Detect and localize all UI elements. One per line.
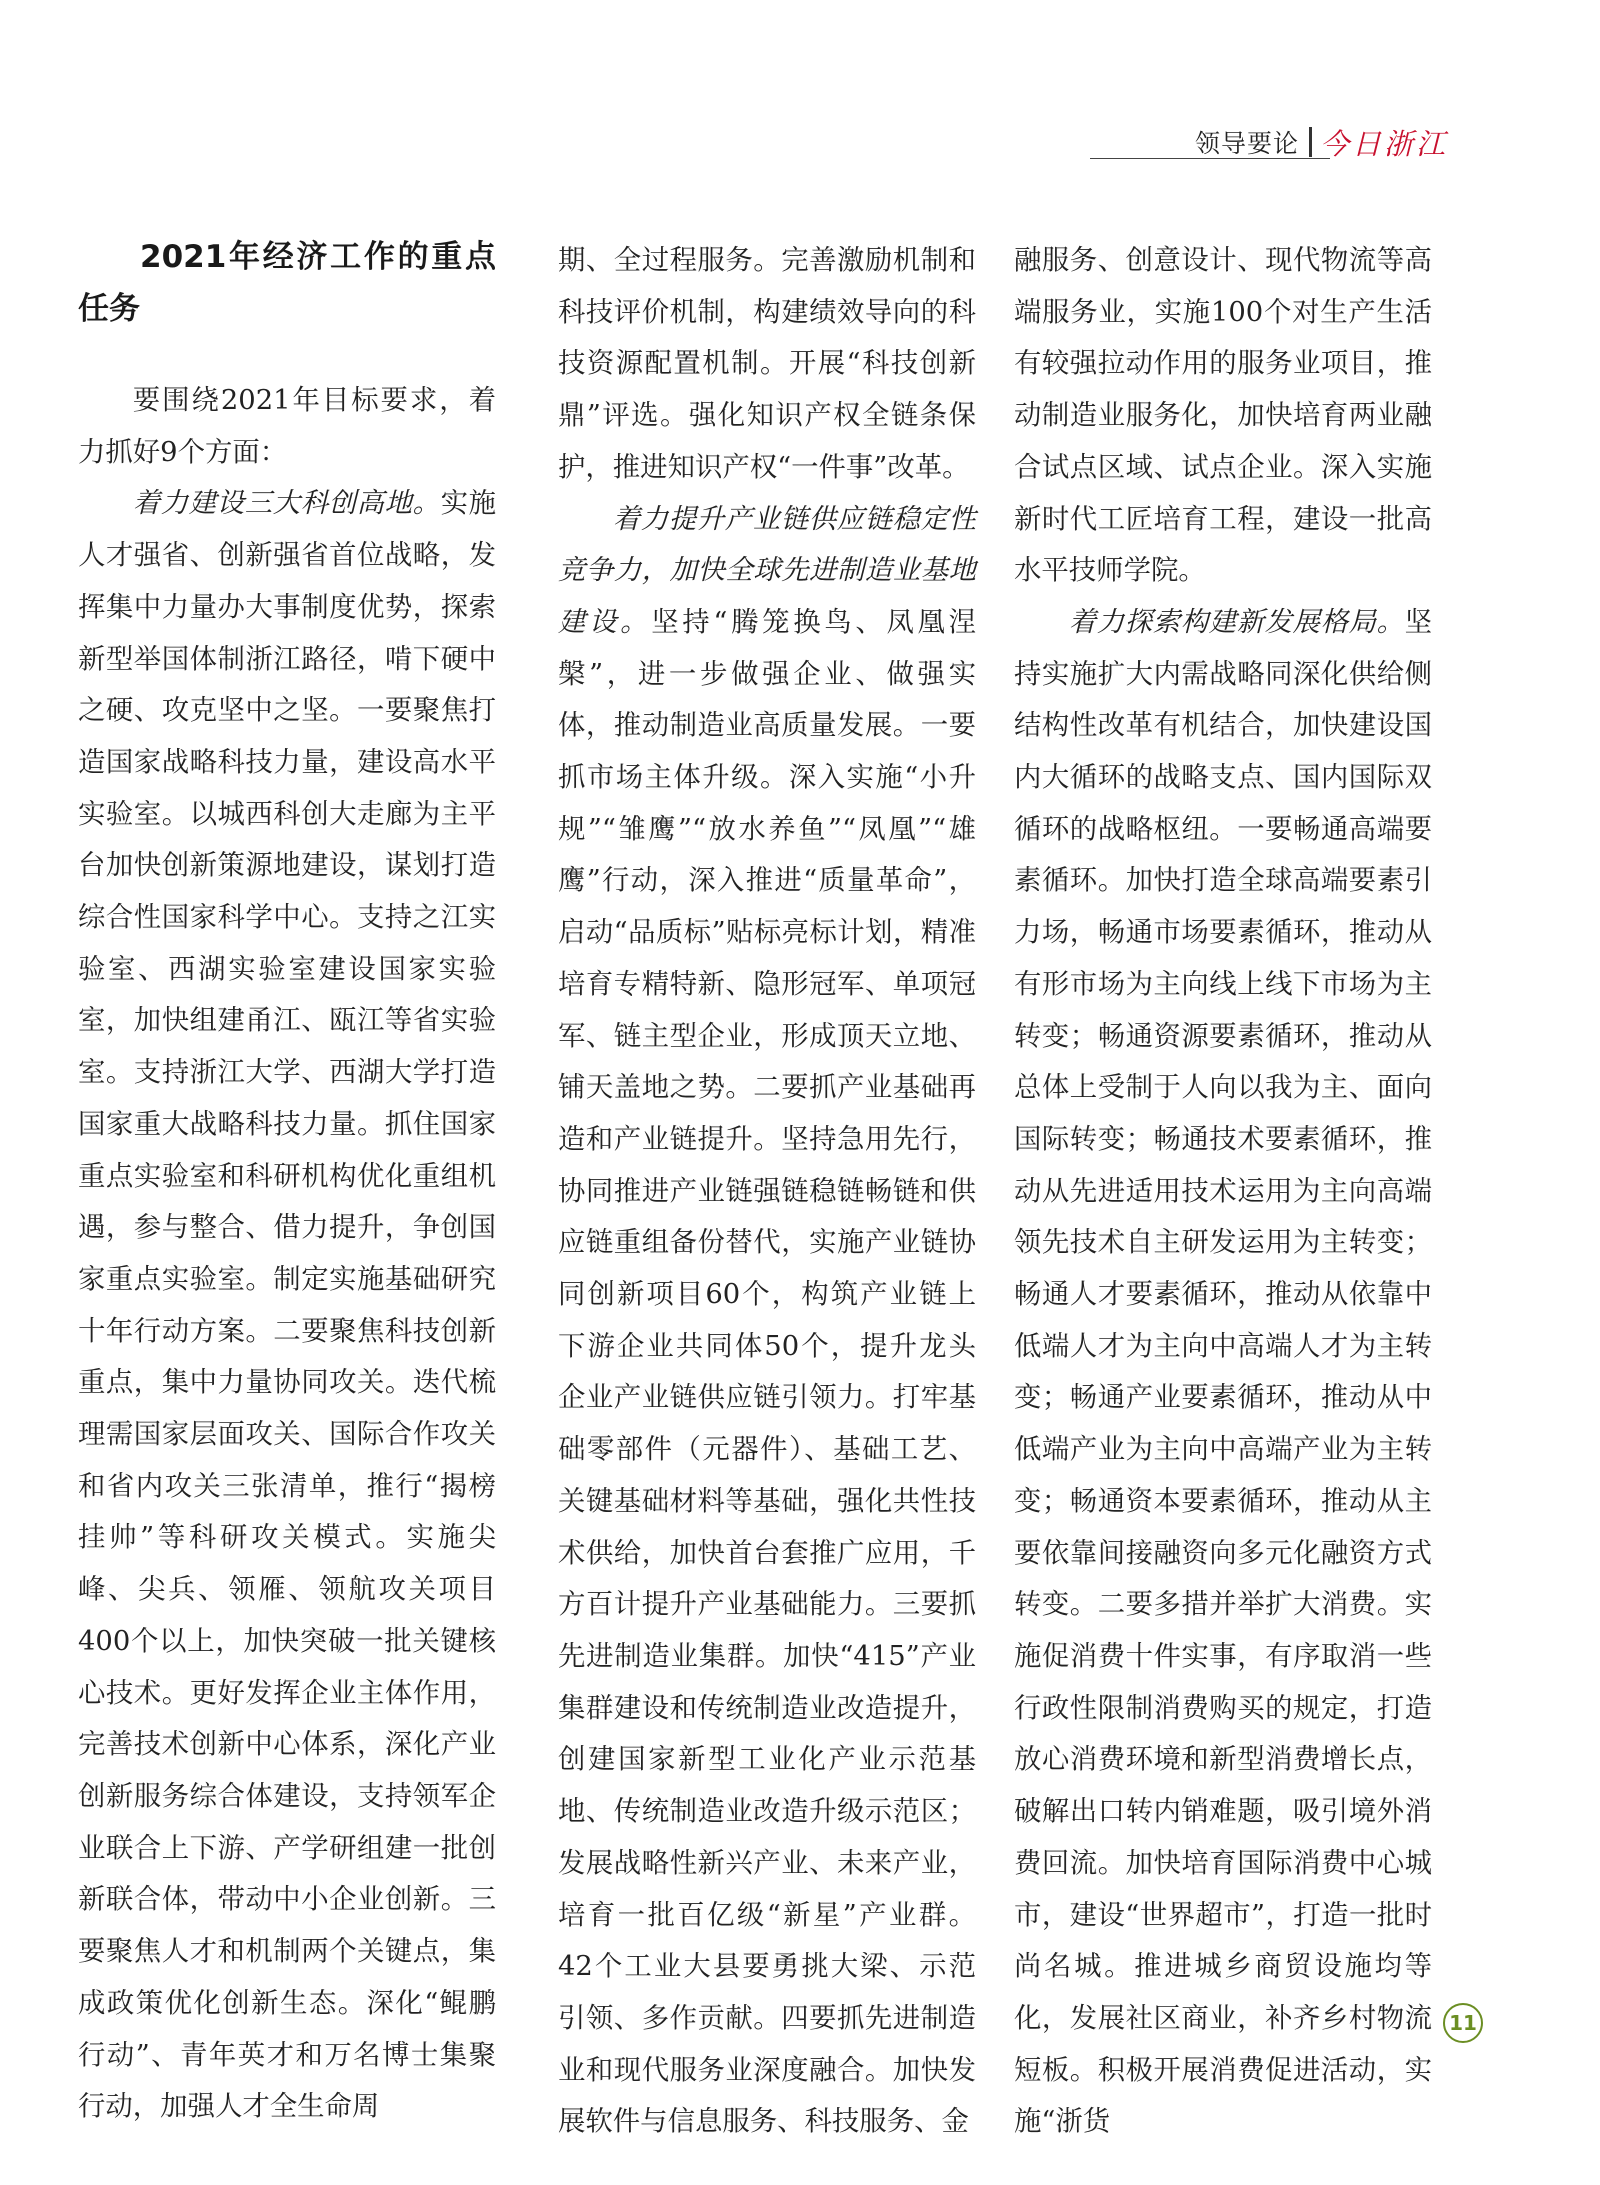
section-label: 领导要论 <box>1195 129 1300 158</box>
paragraph-body: 坚持“腾笼换鸟、凤凰涅槃”，进一步做强企业、做强实体，推动制造业高质量发展。一要抓市场主体升级。深入实施“小升规”“雏鹰”“放水养鱼”“凤凰”“雄鹰”行动，深入推进“质量革命”，启动“品质标”贴标亮标计划，精准培育专精特新、隐形冠军、单项冠军、链主型企业，形成顶天立地、铺天盖地之势。二要抓产业基础再造和产业链提升。坚持急用先行，协同推进产业链强链稳链畅链和供应链重组备份替代，实施产业链协同创新项目60个，构筑产业链上下游企业共同体50个，提升龙头企业产业链供应链引领力。打牢基础零部件（元器件）、基础工艺、关键基础材料等基础，强化共性技术供给，加快首台套推广应用，千方百计提升产业基础能力。三要抓先进制造业集群。加快“415”产业集群建设和传统制造业改造提升，创建国家新型工业化产业示范基地、传统制造业改造升级示范区；发展战略性新兴产业、未来产业，培育一批百亿级“新星”产业群。42个工业大县要勇挑大梁、示范引领、多作贡献。四要抓先进制造业和现代服务业深度融合。加快发展软件与信息服务、科技服务、金 <box>558 606 976 2138</box>
intro-paragraph: 要围绕2021年目标要求，着力抓好9个方面： <box>78 385 496 468</box>
paragraph-lead: 着力探索构建新发展格局。 <box>1068 606 1405 638</box>
column-1 <box>78 231 496 2133</box>
paragraph-lead: 着力建设三大科创高地。 <box>132 488 441 520</box>
header-divider <box>1309 127 1312 157</box>
paragraph-lead: 着力提升产业链供应链稳定性竞争力，加快全球先进制造业基地建设。 <box>558 503 976 638</box>
paragraph-tech-highlands <box>78 478 496 2133</box>
article-heading: 2021年经济工作的重点任务 <box>78 239 496 327</box>
running-header <box>1195 120 1525 164</box>
paragraph-industry-chain <box>558 494 976 2149</box>
paragraph-body: 坚持实施扩大内需战略同深化供给侧结构性改革有机结合，加快建设国内大循环的战略支点、国内国际双循环的战略枢纽。一要畅通高端要素循环。加快打造全球高端要素引力场，畅通市场要素循环，推动从有形市场为主向线上线下市场为主转变；畅通资源要素循环，推动从总体上受制于人向以我为主、面向国际转变；畅通技术要素循环，推动从先进适用技术运用为主向高端领先技术自主研发运用为主转变；畅通人才要素循环，推动从依靠中低端人才为主向中高端人才为主转变；畅通产业要素循环，推动从中低端产业为主向中高端产业为主转变；畅通资本要素循环，推动从主要依靠间接融资向多元化融资方式转变。二要多措并举扩大消费。实施促消费十件实事，有序取消一些行政性限制消费购买的规定，打造放心消费环境和新型消费增长点，破解出口转内销难题，吸引境外消费回流。加快培育国际消费中心城市，建设“世界超市”，打造一批时尚名城。推进城乡商贸设施均等化，发展社区商业，补齐乡村物流短板。积极开展消费促进活动，实施“浙货 <box>1014 606 1432 2138</box>
paragraph-continued: 期、全过程服务。完善激励机制和科技评价机制，构建绩效导向的科技资源配置机制。开展“科技创新鼎”评选。强化知识产权全链条保护，推进知识产权“一件事”改革。 <box>558 245 976 483</box>
paragraph-continued: 融服务、创意设计、现代物流等高端服务业，实施100个对生产生活有较强拉动作用的服务业项目，推动制造业服务化，加快培育两业融合试点区域、试点企业。深入实施新时代工匠培育工程，建设一批高水平技师学院。 <box>1014 245 1432 587</box>
page-number: 11 <box>1443 2003 1483 2043</box>
column-3 <box>1014 235 1432 2148</box>
paragraph-development-pattern <box>1014 597 1432 2148</box>
magazine-logo: 今日浙江 <box>1320 126 1449 161</box>
column-2 <box>558 235 976 2148</box>
paragraph-body: 实施人才强省、创新强省首位战略，发挥集中力量办大事制度优势，探索新型举国体制浙江路径，啃下硬中之硬、攻克坚中之坚。一要聚焦打造国家战略科技力量，建设高水平实验室。以城西科创大走廊为主平台加快创新策源地建设，谋划打造综合性国家科学中心。支持之江实验室、西湖实验室建设国家实验室，加快组建甬江、瓯江等省实验室。支持浙江大学、西湖大学打造国家重大战略科技力量。抓住国家重点实验室和科研机构优化重组机遇，参与整合、借力提升，争创国家重点实验室。制定实施基础研究十年行动方案。二要聚焦科技创新重点，集中力量协同攻关。迭代梳理需国家层面攻关、国际合作攻关和省内攻关三张清单，推行“揭榜挂帅”等科研攻关模式。实施尖峰、尖兵、领雁、领航攻关项目400个以上，加快突破一批关键核心技术。更好发挥企业主体作用，完善技术创新中心体系，深化产业创新服务综合体建设，支持领军企业联合上下游、产学研组建一批创新联合体，带动中小企业创新。三要聚焦人才和机制两个关键点，集成政策优化创新生态。深化“鲲鹏行动”、青年英才和万名博士集聚行动，加强人才全生命周 <box>78 488 496 2123</box>
